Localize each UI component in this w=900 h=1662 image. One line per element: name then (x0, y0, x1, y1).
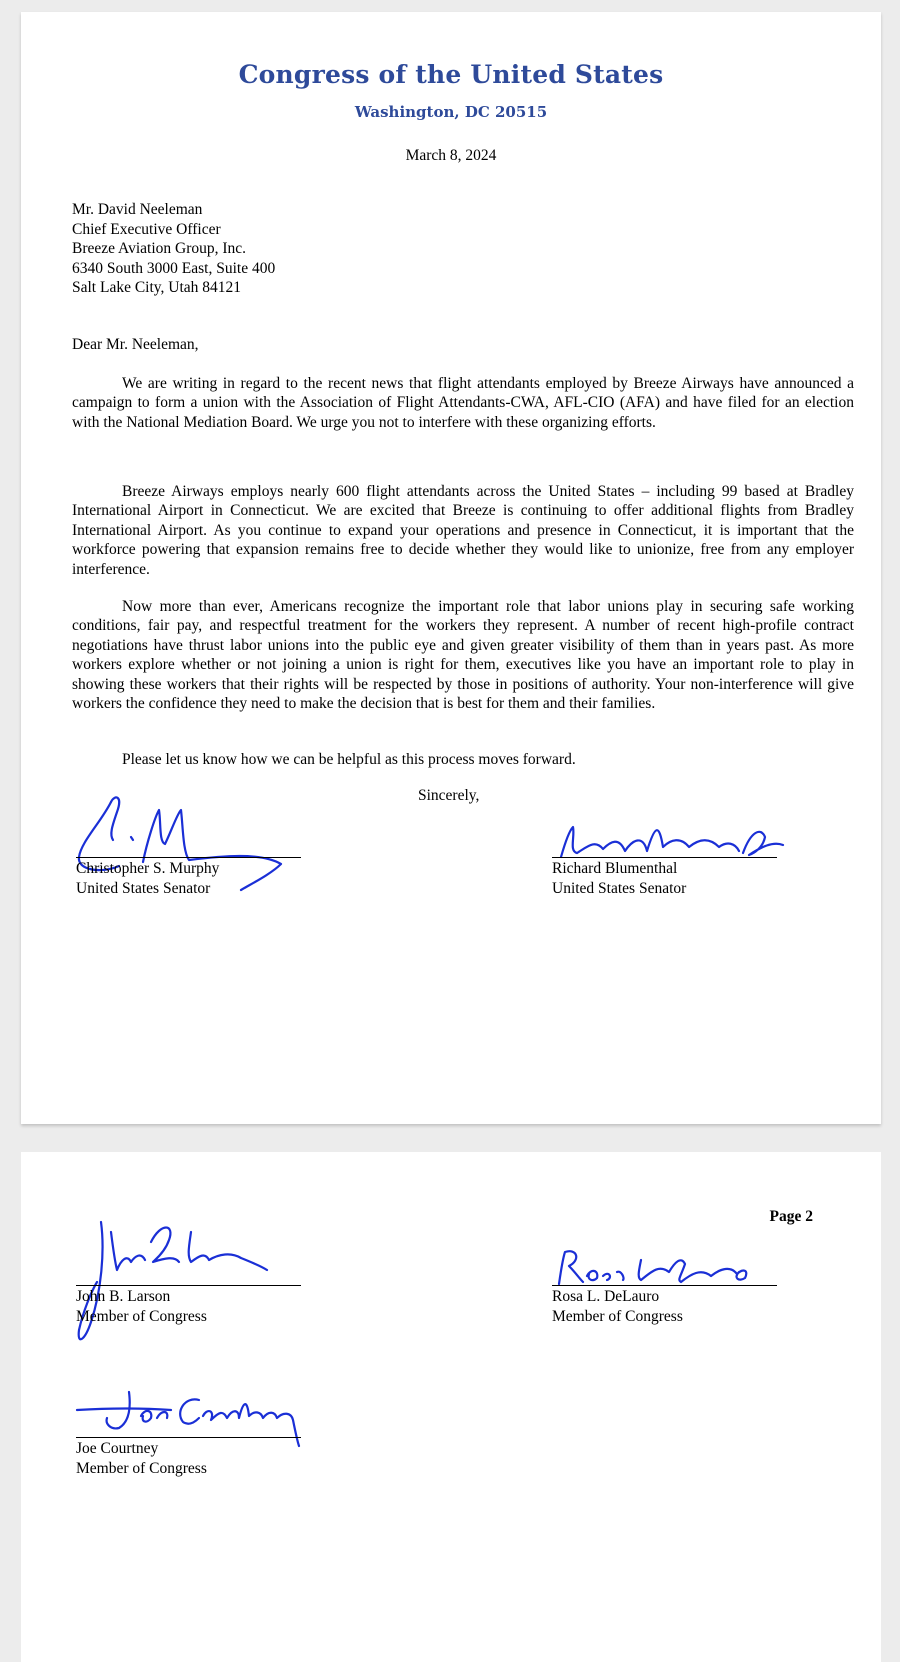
body-paragraph-1: We are writing in regard to the recent news that flight attendants employed by Breeze Airways have announced a campaign to form a union with the Association of Flight Attendants-CWA, AFL-CIO (AFA) and have filed for an election with the National Mediation Board. We urge you not to interfere with these organizing efforts. (72, 375, 854, 431)
recipient-company: Breeze Aviation Group, Inc. (72, 240, 247, 257)
signatory-name: Rosa L. DeLauro (552, 1288, 660, 1305)
body-paragraph-3: Now more than ever, Americans recognize the important role that labor unions play in securing safe working conditions, fair pay, and respectful treatment for the workers they represent. A number of recent high-profile contract negotiations have thrust labor unions into the public eye and given greater visibility of them than in years past. As more workers explore whether or not joining a union is right for them, executives like you have an important role to play in showing these workers that their rights will be respected by those in positions of authority. Your non-interference will give workers the confidence they need to make the decision that is best for them and their families. (72, 598, 854, 713)
signature-line-murphy (76, 857, 301, 858)
signatory-name: John B. Larson (76, 1288, 171, 1305)
signature-line-blumenthal (552, 857, 777, 858)
letterhead-title: Congress of the United States (238, 60, 664, 89)
closing: Sincerely, (418, 787, 480, 804)
larson-signature-image (71, 1212, 271, 1352)
salutation: Dear Mr. Neeleman, (72, 336, 199, 353)
signature-line-delauro (552, 1285, 777, 1286)
signatory-delauro (552, 1287, 683, 1327)
signatory-murphy (76, 859, 219, 899)
signature-line-courtney (76, 1437, 301, 1438)
signatory-name: Richard Blumenthal (552, 860, 678, 877)
signatory-title: Member of Congress (552, 1308, 683, 1325)
signatory-title: United States Senator (76, 880, 211, 897)
letter-date: March 8, 2024 (405, 147, 497, 164)
recipient-city: Salt Lake City, Utah 84121 (72, 279, 242, 296)
signatory-name: Joe Courtney (76, 1440, 159, 1457)
recipient-name: Mr. David Neeleman (72, 201, 203, 218)
recipient-title: Chief Executive Officer (72, 220, 221, 238)
signatory-title: United States Senator (552, 880, 687, 897)
signature-line-larson (76, 1285, 301, 1286)
signatory-title: Member of Congress (76, 1460, 207, 1477)
recipient-address (72, 200, 275, 298)
signatory-courtney (76, 1439, 207, 1479)
letter-page-2 (21, 1152, 881, 1662)
signatory-name: Christopher S. Murphy (76, 860, 220, 877)
signatory-larson (76, 1287, 207, 1327)
page-number: Page 2 (769, 1208, 813, 1225)
body-paragraph-2: Breeze Airways employs nearly 600 flight attendants across the United States – including 99 based at Bradley International Airport in Connecticut. We are excited that Breeze is continuing to offer additional flights from Bradley International Airport. As you continue to expand your operations and presence in Connecticut, it is important that the workforce powering that expansion remains free to decide whether they would like to unionize, free from any employer interference. (72, 483, 854, 578)
letter-page-1 (21, 12, 881, 1124)
signatory-title: Member of Congress (76, 1308, 207, 1325)
body-paragraph-4: Please let us know how we can be helpful as this process moves forward. (122, 751, 576, 768)
letterhead-subtitle: Washington, DC 20515 (354, 103, 548, 121)
signatory-blumenthal (552, 859, 686, 899)
recipient-street: 6340 South 3000 East, Suite 400 (72, 259, 276, 277)
